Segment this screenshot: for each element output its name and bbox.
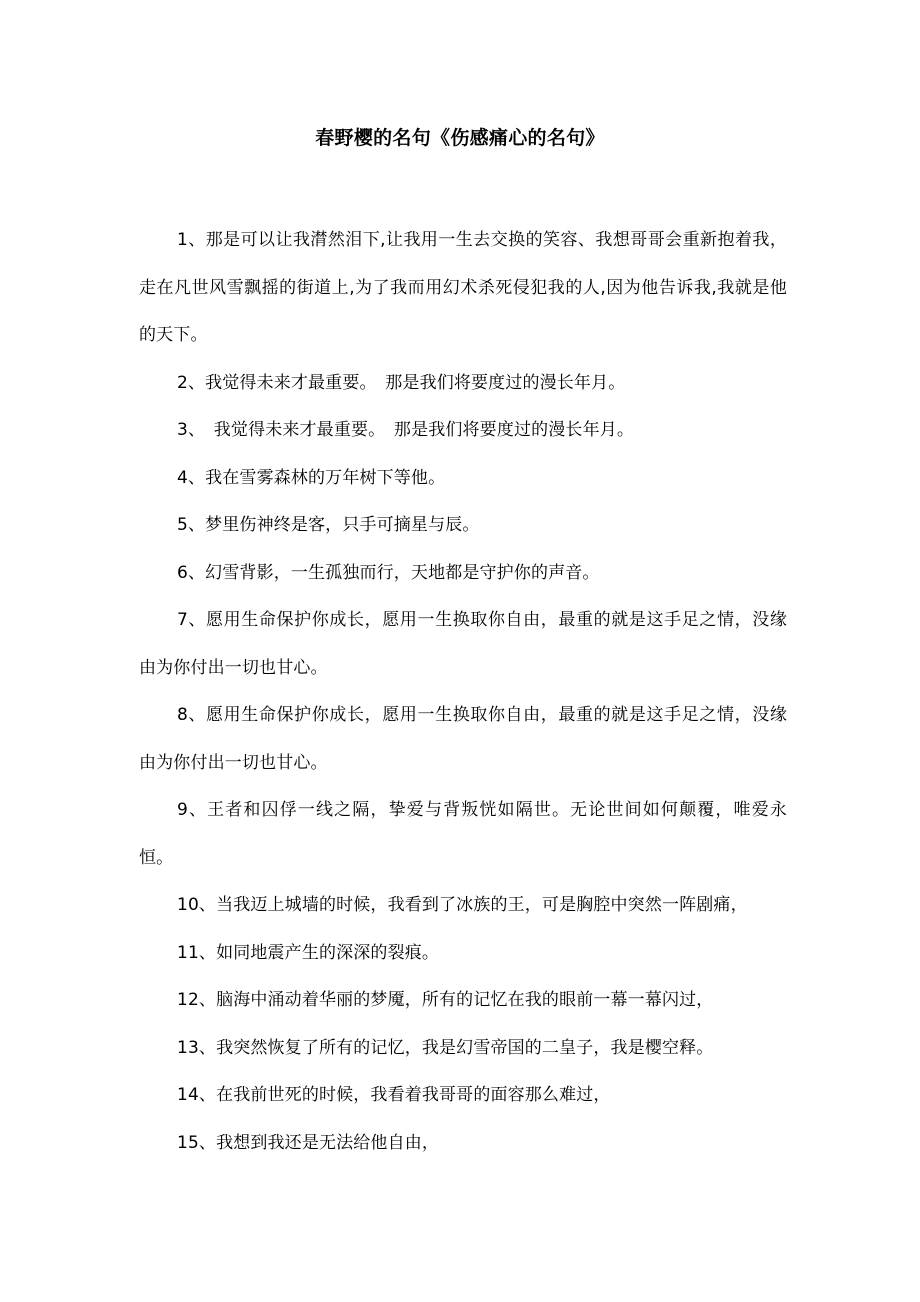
document-body — [139, 217, 787, 1167]
paragraph-11: 11、如同地震产生的深深的裂痕。 — [177, 942, 440, 963]
paragraph-14: 14、在我前世死的时候，我看着我哥哥的面容那么难过， — [177, 1085, 611, 1105]
paragraph-15: 15、我想到我还是无法给他自由， — [177, 1132, 440, 1153]
paragraph-8: 8、愿用生命保护你成长，愿用一生换取你自由，最重的就是这手足之情，没缘由为你付出一切也甘心。 — [139, 705, 787, 773]
paragraph-12: 12、脑海中涌动着华丽的梦魇，所有的记忆在我的眼前一幕一幕闪过， — [177, 990, 714, 1010]
paragraph-6: 6、幻雪背影，一生孤独而行，天地都是守护你的声音。 — [177, 562, 600, 583]
paragraph-3: 3、 我觉得未来才最重要。 那是我们将要度过的漫长年月。 — [177, 420, 635, 440]
paragraph-9: 9、王者和囚俘一线之隔，挚爱与背叛恍如隔世。无论世间如何颠覆，唯爱永恒。 — [139, 800, 787, 868]
paragraph-1: 1、那是可以让我潸然泪下,让我用一生去交换的笑容、我想哥哥会重新抱着我，走在凡世风雪飘摇的街道上,为了我而用幻术杀死侵犯我的人,因为他告诉我,我就是他的天下。 — [139, 230, 787, 345]
paragraph-10: 10、当我迈上城墙的时候，我看到了冰族的王，可是胸腔中突然一阵剧痛， — [177, 895, 748, 915]
paragraph-13: 13、我突然恢复了所有的记忆，我是幻雪帝国的二皇子，我是樱空释。 — [177, 1037, 714, 1058]
paragraph-7: 7、愿用生命保护你成长，愿用一生换取你自由，最重的就是这手足之情，没缘由为你付出一切也甘心。 — [139, 610, 787, 678]
paragraph-4: 4、我在雪雾森林的万年树下等他。 — [177, 467, 446, 488]
document-title: 春野樱的名句《伤感痛心的名句》 — [315, 127, 605, 149]
paragraph-2: 2、我觉得未来才最重要。 那是我们将要度过的漫长年月。 — [177, 372, 626, 393]
paragraph-5: 5、梦里伤神终是客，只手可摘星与辰。 — [177, 515, 480, 535]
